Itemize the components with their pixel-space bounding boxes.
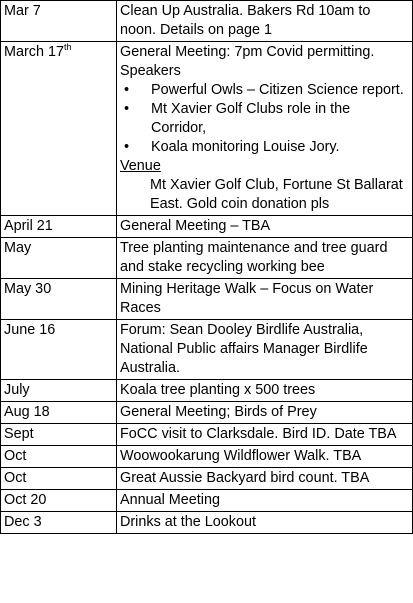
table-row	[1, 380, 413, 402]
event-date: Dec 3	[1, 512, 117, 534]
list-item	[120, 81, 409, 100]
event-description: Clean Up Australia. Bakers Rd 10am to noon. Details on page 1	[117, 1, 413, 42]
venue-text: Mt Xavier Golf Club, Fortune St Ballarat East. Gold coin donation pls	[150, 177, 403, 212]
table-row	[1, 320, 413, 380]
table-row	[1, 238, 413, 279]
speaker-topic: Mt Xavier Golf Clubs role in the Corridor,	[151, 101, 351, 136]
table-row	[1, 490, 413, 512]
event-description: General Meeting – TBA	[117, 216, 413, 238]
list-item	[120, 100, 409, 138]
event-description: Mining Heritage Walk – Focus on Water Races	[117, 279, 413, 320]
list-item	[120, 138, 409, 157]
speaker-list	[120, 81, 409, 157]
bullet-icon: •	[124, 139, 130, 155]
event-date: Sept	[1, 424, 117, 446]
meeting-intro: General Meeting: 7pm Covid permitting. Speakers	[120, 44, 375, 79]
event-description: General Meeting; Birds of Prey	[117, 402, 413, 424]
table-row	[1, 216, 413, 238]
event-description: FoCC visit to Clarksdale. Bird ID. Date TBA	[117, 424, 413, 446]
table-row	[1, 42, 413, 216]
event-description	[117, 42, 413, 216]
event-date: May	[1, 238, 117, 279]
table-row	[1, 446, 413, 468]
event-date: Mar 7	[1, 1, 117, 42]
event-description: Forum: Sean Dooley Birdlife Australia, National Public affairs Manager Birdlife Australia.	[117, 320, 413, 380]
venue-label: Venue	[120, 158, 161, 174]
event-description: Annual Meeting	[117, 490, 413, 512]
bullet-icon: •	[124, 82, 130, 98]
event-date	[1, 42, 117, 216]
table-row	[1, 1, 413, 42]
speaker-topic: Koala monitoring Louise Jory.	[151, 139, 340, 155]
bullet-icon: •	[124, 101, 130, 117]
event-date-text: March 17	[4, 44, 64, 60]
event-date: Oct 20	[1, 490, 117, 512]
table-row	[1, 279, 413, 320]
event-date: Oct	[1, 446, 117, 468]
table-row	[1, 424, 413, 446]
event-date: May 30	[1, 279, 117, 320]
event-description: Woowookarung Wildflower Walk. TBA	[117, 446, 413, 468]
table-row	[1, 468, 413, 490]
event-description: Tree planting maintenance and tree guard and stake recycling working bee	[117, 238, 413, 279]
event-description: Great Aussie Backyard bird count. TBA	[117, 468, 413, 490]
table-row	[1, 512, 413, 534]
event-description: Koala tree planting x 500 trees	[117, 380, 413, 402]
event-description: Drinks at the Lookout	[117, 512, 413, 534]
event-date: June 16	[1, 320, 117, 380]
event-date: Oct	[1, 468, 117, 490]
event-date: Aug 18	[1, 402, 117, 424]
table-row	[1, 402, 413, 424]
date-ordinal-suffix: th	[64, 42, 72, 52]
event-date: July	[1, 380, 117, 402]
event-date: April 21	[1, 216, 117, 238]
speaker-topic: Powerful Owls – Citizen Science report.	[151, 82, 404, 98]
